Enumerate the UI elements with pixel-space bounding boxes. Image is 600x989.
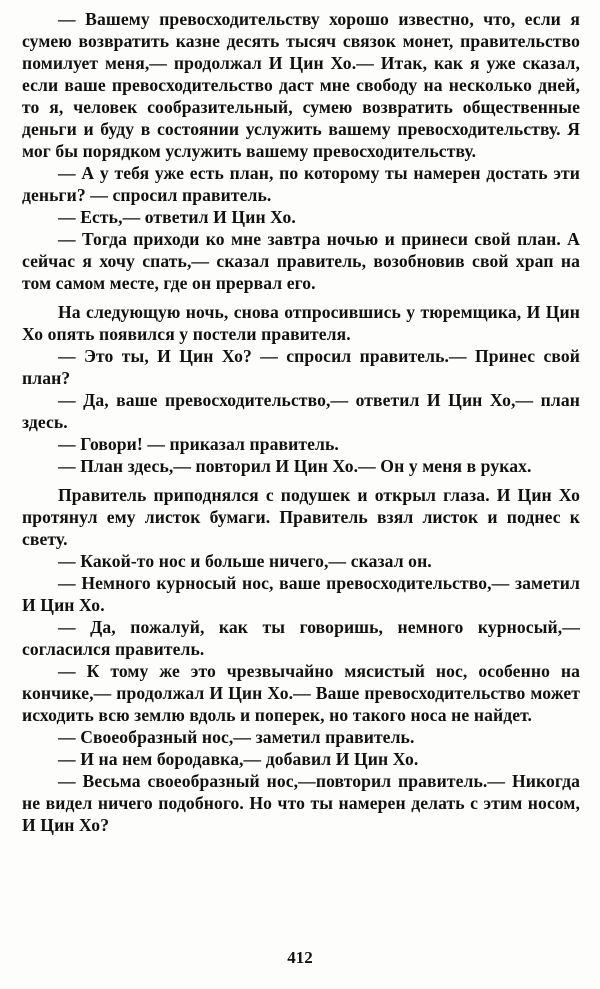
paragraph: — А у тебя уже есть план, по которому ты намерен достать эти деньги? — спросил правитель. bbox=[22, 163, 580, 205]
page-number: 412 bbox=[287, 948, 313, 967]
paragraph: — Есть,— ответил И Цин Хо. bbox=[58, 207, 296, 227]
paragraph: — Немного курносый нос, ваше превосходительство,— заметил И Цин Хо. bbox=[22, 573, 580, 615]
paragraph: — Какой-то нос и больше ничего,— сказал он. bbox=[58, 551, 432, 571]
paragraph: — Да, ваше превосходительство,— ответил И Цин Хо,— план здесь. bbox=[22, 390, 580, 432]
paragraph: На следующую ночь, снова отпросившись у тюремщика, И Цин Хо опять появился у постели правителя. bbox=[22, 302, 580, 344]
paragraph: — Тогда приходи ко мне завтра ночью и принеси свой план. А сейчас я хочу спать,— сказал правитель, возобновив свой храп на том самом месте, где он прервал его. bbox=[22, 229, 580, 293]
paragraph: — Да, пожалуй, как ты говоришь, немного курносый,— согласился правитель. bbox=[22, 617, 580, 659]
paragraph: — К тому же это чрезвычайно мясистый нос, особенно на кончике,— продолжал И Цин Хо.— Ваше превосходительство может исходить всю землю вдоль и поперек, но такого носа не найдет. bbox=[22, 661, 580, 725]
paragraph: — Весьма своеобразный нос,—повторил правитель.— Никогда не видел ничего подобного. Но что ты намерен делать с этим носом, И Цин Хо? bbox=[22, 771, 580, 835]
paragraph: — И на нем бородавка,— добавил И Цин Хо. bbox=[58, 749, 419, 769]
paragraph: — Говори! — приказал правитель. bbox=[58, 434, 339, 454]
paragraph: — Своеобразный нос,— заметил правитель. bbox=[58, 727, 415, 747]
paragraph: Правитель приподнялся с подушек и открыл глаза. И Цин Хо протянул ему листок бумаги. Правитель взял листок и поднес к свету. bbox=[22, 485, 580, 549]
paragraph: — Вашему превосходительству хорошо известно, что, если я сумею возвратить казне десять тысяч связок монет, правительство помилует меня,— продолжал И Цин Хо.— Итак, как я уже сказал, если ваше превосходительство даст мне свободу на несколько дней, то я, человек сообразительный, сумею возвратить общественные деньги и буду в состоянии услужить вашему превосходительству. Я мог бы порядком услужить вашему превосходительству. bbox=[22, 9, 580, 161]
paragraph: — Это ты, И Цин Хо? — спросил правитель.— Принес свой план? bbox=[22, 346, 580, 388]
body-text bbox=[22, 8, 580, 836]
paragraph: — План здесь,— повторил И Цин Хо.— Он у меня в руках. bbox=[58, 456, 532, 476]
